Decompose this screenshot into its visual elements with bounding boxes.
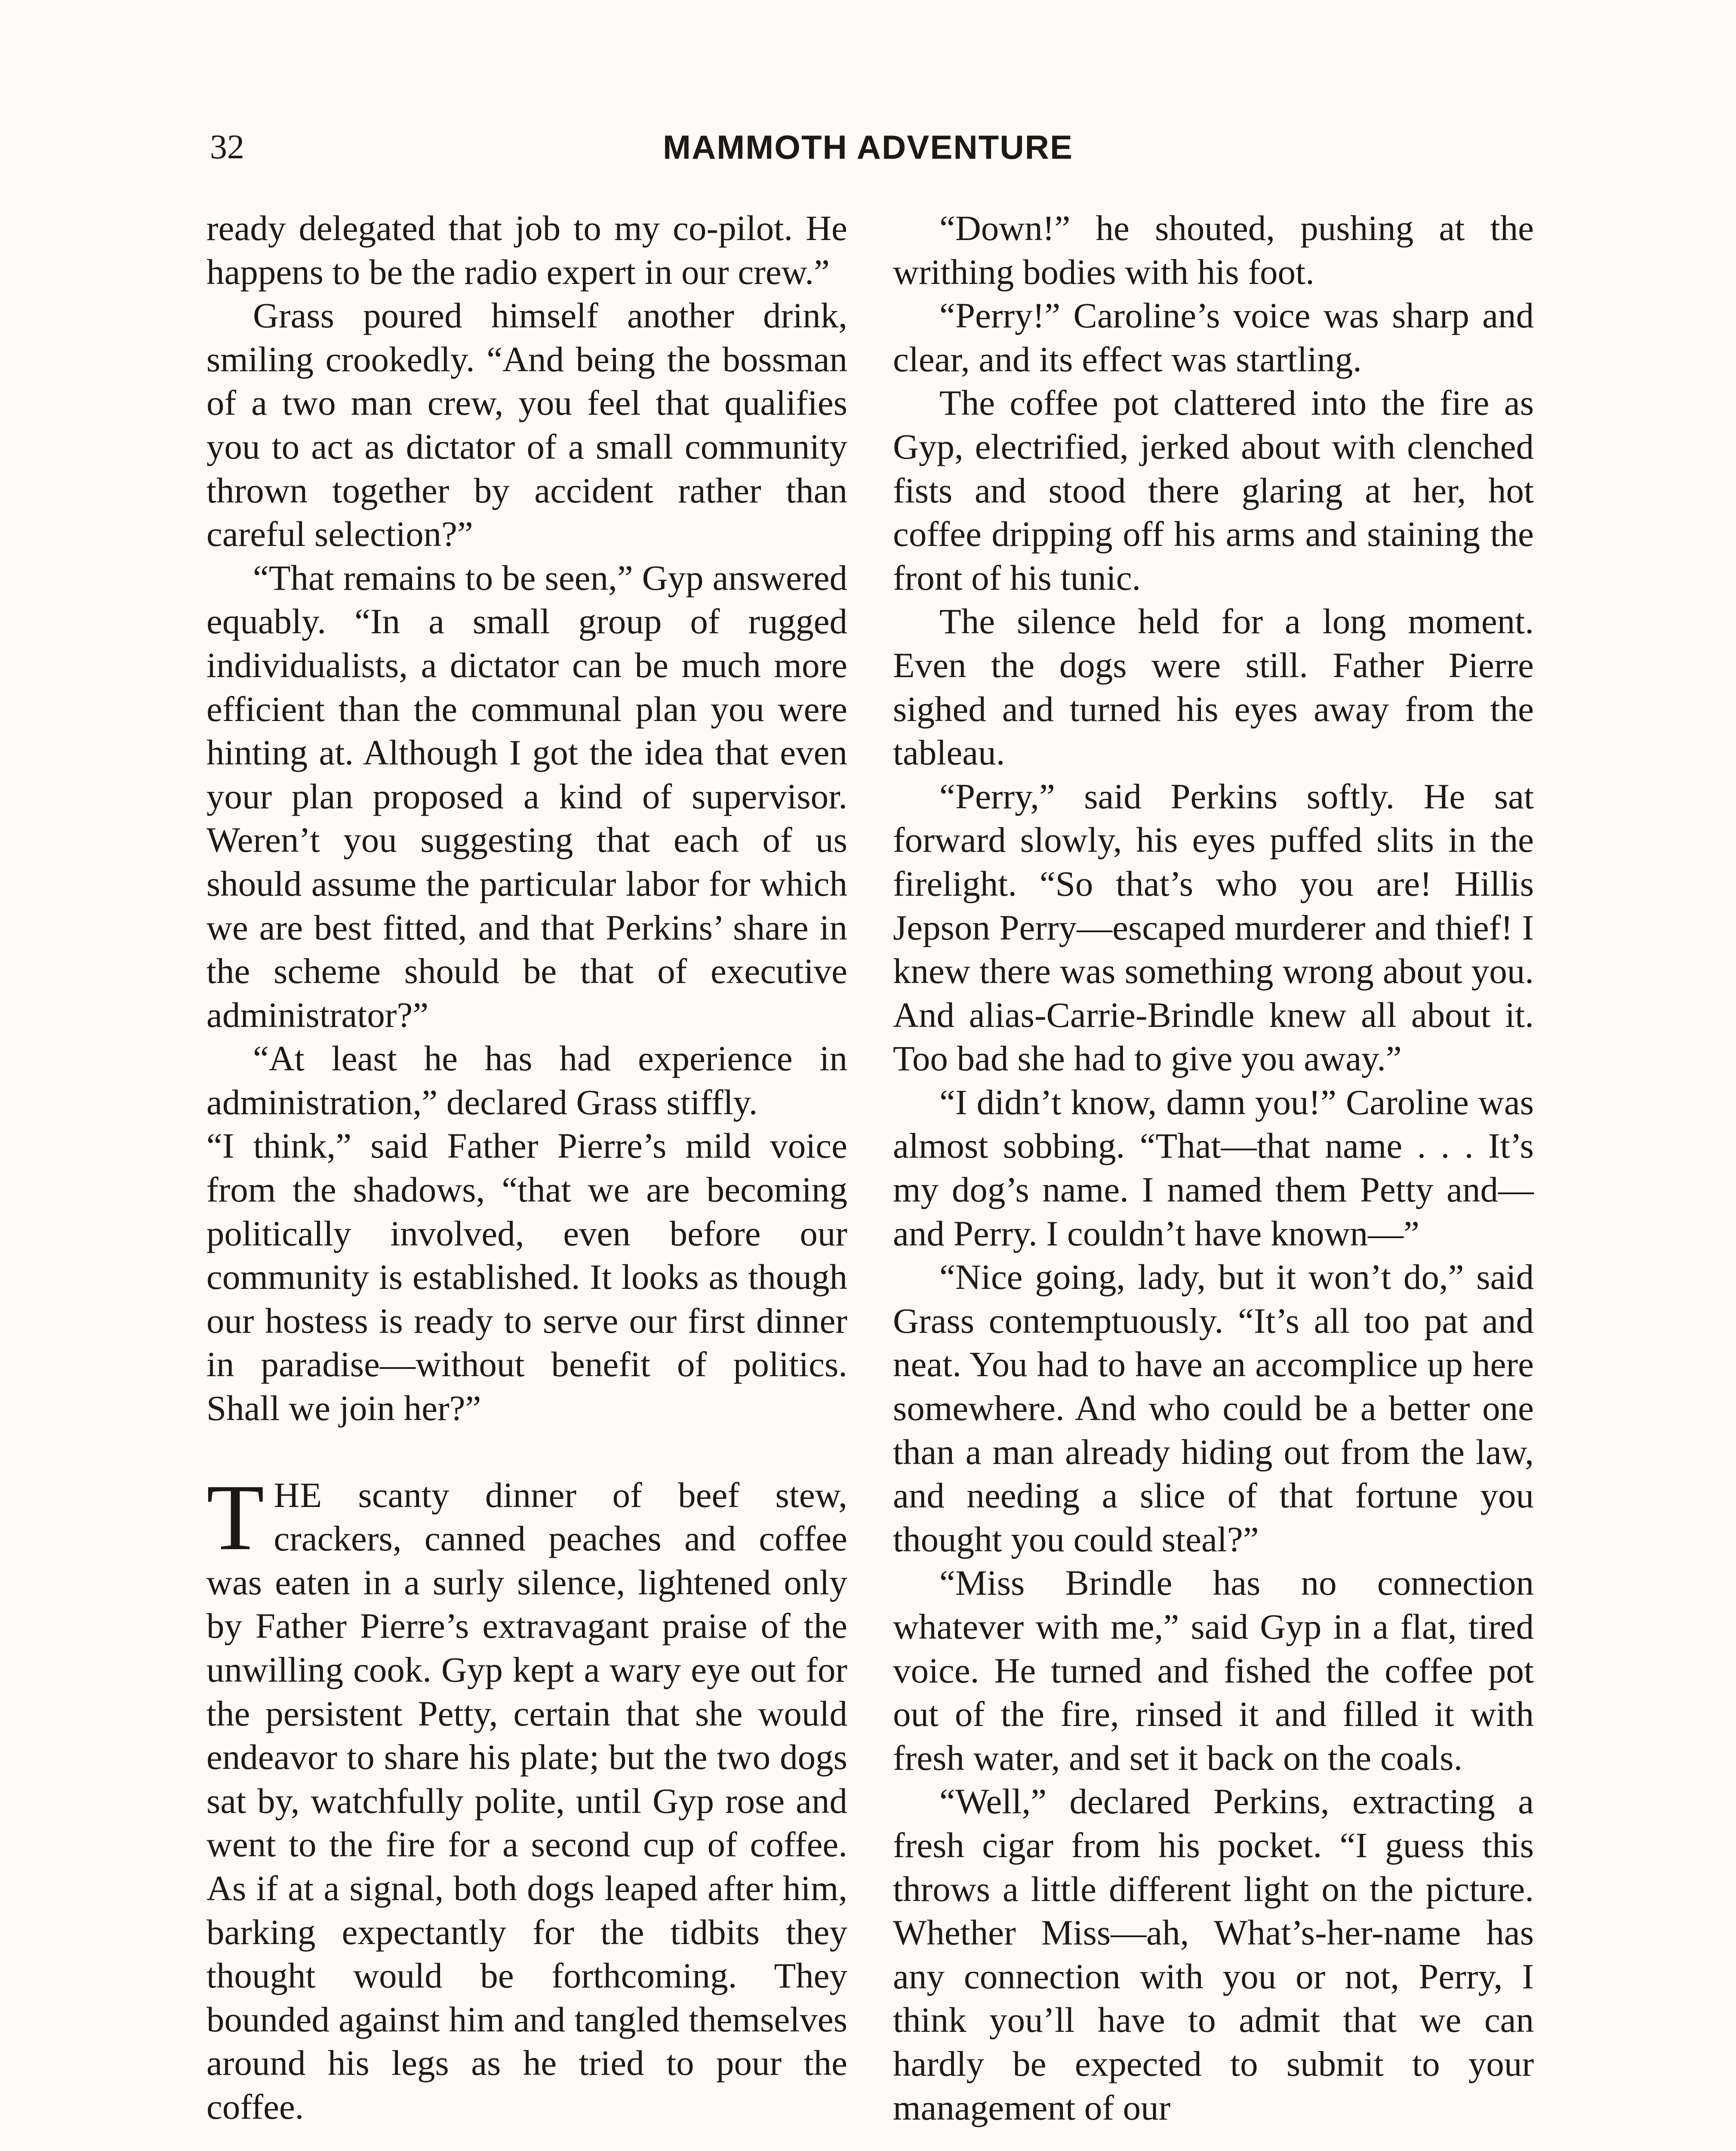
paragraph: “I didn’t know, damn you!” Caroline was almost sobbing. “That—that name . . . It’s my dog’s name. I named them Petty and—and Perry. I couldn’t have known—”	[893, 1082, 1534, 1253]
paragraph: “Well,” declared Perkins, extracting a fresh cigar from his pocket. “I guess this throws a little different light on the picture. Whether Miss—ah, What’s-her-name has any connection with you or not, Perry, I think you’ll have to admit that we can hardly be expected to submit to your management of our	[893, 1781, 1534, 2127]
paragraph: “Nice going, lady, but it won’t do,” said Grass contemptuously. “It’s all too pat and neat. You had to have an accomplice up here somewhere. And who could be a better one than a man already hiding out from the law, and needing a slice of that fortune you thought you could steal?”	[893, 1257, 1534, 1559]
paragraph: ready delegated that job to my co-pilot. He happens to be the radio expert in our crew.”	[206, 208, 847, 292]
paragraph: The coffee pot clattered into the fire as Gyp, electrified, jerked about with clenched fists and stood there glaring at her, hot coffee dripping off his arms and staining the front of his tunic.	[893, 383, 1534, 598]
right-column	[893, 206, 1534, 2129]
page-number: 32	[210, 128, 244, 166]
drop-cap: T	[206, 1464, 265, 1570]
paragraph: “Perry,” said Perkins softly. He sat forward slowly, his eyes puffed slits in the firelight. “So that’s who you are! Hillis Jepson Perry—escaped murderer and thief! I knew there was something wrong about you. And alias-Carrie-Brindle knew all about it. Too bad she had to give you away.”	[893, 776, 1534, 1079]
paragraph: “Miss Brindle has no connection whatever with me,” said Gyp in a flat, tired voice. He turned and fished the coffee pot out of the fire, rinsed it and filled it with fresh water, and set it back on the coals.	[893, 1563, 1534, 1778]
paragraph: “Perry!” Caroline’s voice was sharp and clear, and its effect was startling.	[893, 296, 1534, 379]
paragraph: “That remains to be seen,” Gyp answered equably. “In a small group of rugged individualists, a dictator can be much more efficient than the communal plan you were hinting at. Although I got the idea that even your plan proposed a kind of supervisor. Weren’t you suggesting that each of us should assume the particular labor for which we are best fitted, and that Perkins’ share in the scheme should be that of executive administrator?”	[206, 558, 847, 1035]
paragraph-text: scanty dinner of beef stew, crackers, canned peaches and coffee was eaten in a surly silence, lightened only by Father Pierre’s extravagant praise of the unwilling cook. Gyp kept a wary eye out for the persistent Petty, certain that she would endeavor to share his plate; but the two dogs sat by, watchfully polite, until Gyp rose and went to the fire for a second cup of coffee. As if at a signal, both dogs leaped after him, barking expectantly for the tidbits they thought would be forthcoming. They bounded against him and tangled themselves around his legs as he tried to pour the coffee.	[206, 1475, 847, 2126]
section-opening-paragraph	[206, 1464, 847, 2129]
paragraph: “At least he has had experience in administration,” declared Grass stiffly.	[206, 1039, 847, 1122]
paragraph: Grass poured himself another drink, smiling crookedly. “And being the bossman of a two man crew, you feel that qualifies you to act as dictator of a small community thrown together by accident rather than careful selection?”	[206, 296, 847, 554]
paragraph: The silence held for a long moment. Even the dogs were still. Father Pierre sighed and turned his eyes away from the tableau.	[893, 601, 1534, 773]
lead-in: HE	[274, 1475, 323, 1515]
running-title: MAMMOTH ADVENTURE	[662, 128, 1074, 166]
paragraph: “Down!” he shouted, pushing at the writhing bodies with his foot.	[893, 208, 1534, 292]
paragraph: “I think,” said Father Pierre’s mild voice from the shadows, “that we are becoming politically involved, even before our community is established. It looks as though our hostess is ready to serve our first dinner in paradise—without benefit of politics. Shall we join her?”	[206, 1126, 847, 1428]
left-column	[206, 206, 847, 2129]
